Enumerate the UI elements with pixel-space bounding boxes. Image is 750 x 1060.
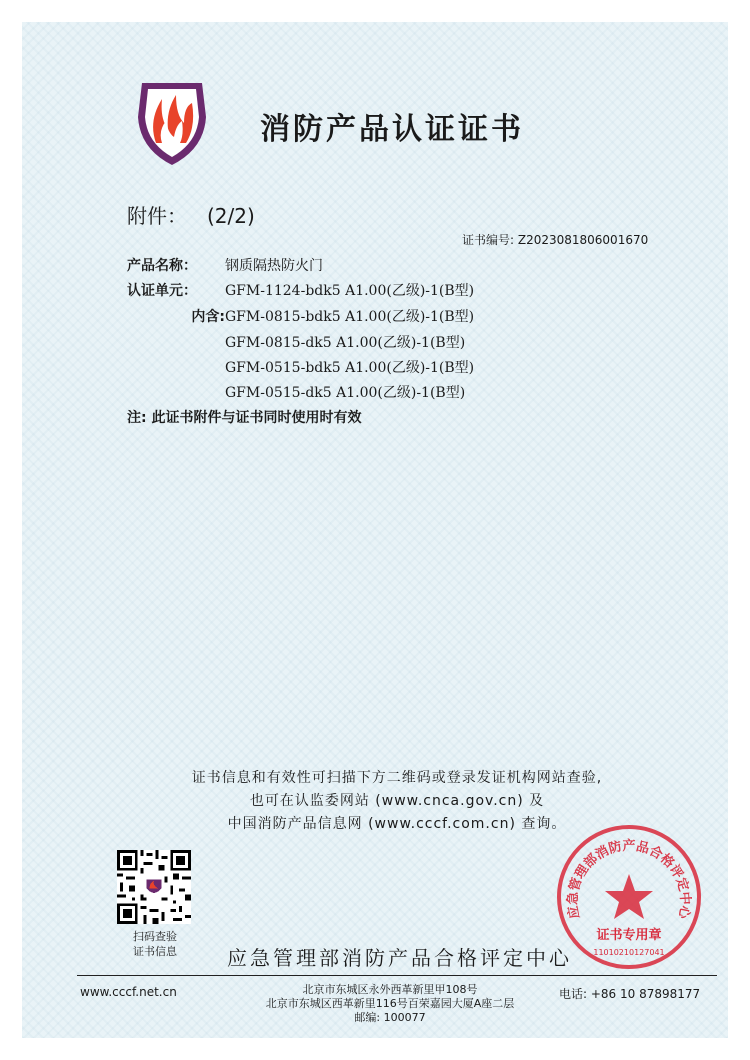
attachment-number: (2/2) — [207, 204, 255, 228]
certificate-number: 证书编号: Z2023081806001670 — [462, 233, 649, 247]
verify-info-line: 中国消防产品信息网 (www.cccf.com.cn) 查询。 — [227, 816, 567, 832]
footer-phone: 电话: +86 10 87898177 — [559, 987, 701, 1001]
footer-address: 北京市东城区西革新里116号百荣嘉园大厦A座二层 — [265, 997, 515, 1010]
product-name-label: 产品名称： — [127, 258, 197, 274]
includes-item: GFM-0515-bdk5 A1.00(乙级)-1(B型) — [225, 360, 475, 376]
svg-text:应急管理部消防产品合格评定中心: 应急管理部消防产品合格评定中心 — [565, 838, 693, 920]
qr-caption: 证书信息 — [133, 945, 177, 958]
product-name-row — [127, 255, 323, 275]
official-seal — [554, 822, 704, 972]
page-title: 消防产品认证证书 — [260, 112, 524, 147]
includes-item: GFM-0815-dk5 A1.00(乙级)-1(B型) — [225, 335, 466, 351]
fire-logo — [132, 77, 212, 169]
cert-unit-label: 认证单元： — [127, 283, 197, 299]
product-name-value: 钢质隔热防火门 — [225, 258, 323, 274]
qr-code[interactable] — [117, 850, 191, 924]
attachment-label: 附件： — [127, 204, 187, 228]
attachment-line — [127, 200, 255, 229]
cert-unit-row — [127, 280, 474, 300]
footer-divider — [77, 975, 717, 976]
verify-info-line: 证书信息和有效性可扫描下方二维码或登录发证机构网站查验, — [191, 770, 603, 786]
svg-text:证书专用章: 证书专用章 — [596, 928, 662, 943]
cert-unit-value: GFM-1124-bdk5 A1.00(乙级)-1(B型) — [225, 283, 475, 299]
footer-postcode: 邮编: 100077 — [354, 1011, 426, 1024]
includes-label: 内含: — [191, 309, 225, 325]
issuer-name: 应急管理部消防产品合格评定中心 — [227, 946, 572, 970]
certificate-page — [22, 22, 728, 1038]
footer-website[interactable]: www.cccf.net.cn — [80, 985, 177, 999]
includes-item: GFM-0515-dk5 A1.00(乙级)-1(B型) — [225, 385, 466, 401]
includes-row — [127, 306, 474, 326]
validity-note: 注: 此证书附件与证书同时使用时有效 — [127, 410, 362, 426]
svg-text:1101021012704​1: 1101021012704​1 — [593, 948, 665, 957]
verify-info-line: 也可在认监委网站 (www.cnca.gov.cn) 及 — [249, 793, 545, 809]
includes-item: GFM-0815-bdk5 A1.00(乙级)-1(B型) — [225, 309, 475, 325]
footer-address: 北京市东城区永外西革新里甲108号 — [302, 983, 478, 996]
qr-caption: 扫码查验 — [133, 930, 177, 943]
